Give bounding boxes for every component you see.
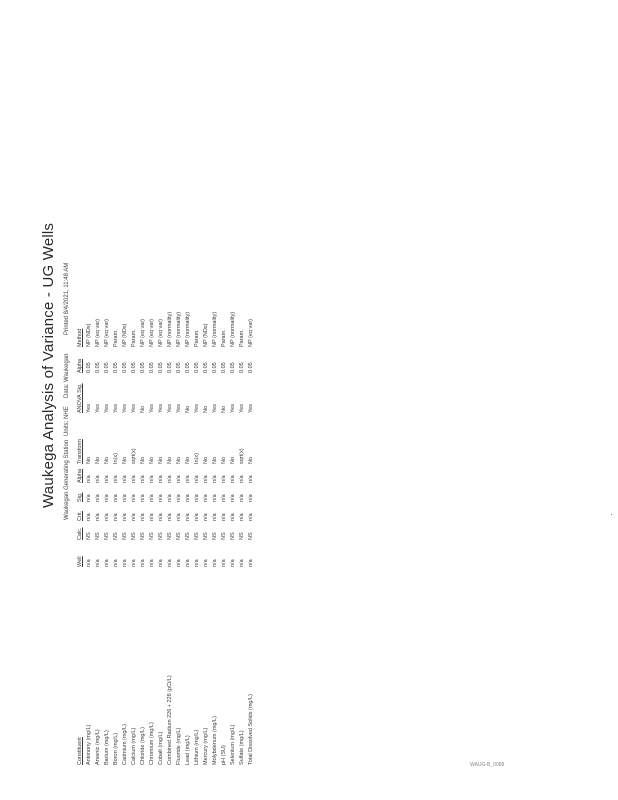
cell-transform: No bbox=[140, 456, 146, 464]
cell-alpha: n/a bbox=[86, 475, 92, 483]
cell-method: NP (normality) bbox=[185, 311, 191, 347]
cell-calc: NS bbox=[104, 532, 110, 540]
cell-sig: n/a bbox=[131, 494, 137, 502]
cell-crit: n/a bbox=[230, 513, 236, 521]
cell-sig: n/a bbox=[203, 494, 209, 502]
cell-crit: n/a bbox=[185, 513, 191, 521]
cell-well: n/a bbox=[131, 559, 137, 567]
cell-well: n/a bbox=[86, 559, 92, 567]
cell-anova-sig: No bbox=[203, 405, 209, 413]
cell-alpha: n/a bbox=[221, 475, 227, 483]
cell-transform: No bbox=[104, 456, 110, 464]
table-row bbox=[184, 287, 193, 765]
cell-calc: NS bbox=[158, 532, 164, 540]
cell-constituent: Antimony (mg/L) bbox=[86, 724, 92, 765]
cell-method: Param. bbox=[113, 329, 119, 347]
cell-method: NP (eq var) bbox=[248, 318, 254, 347]
cell-crit: n/a bbox=[239, 513, 245, 521]
table-row bbox=[229, 287, 238, 765]
cell-transform: No bbox=[203, 456, 209, 464]
cell-transform: No bbox=[95, 456, 101, 464]
table-row bbox=[211, 287, 220, 765]
cell-transform: No bbox=[122, 456, 128, 464]
cell-alpha-2: 0.05 bbox=[95, 362, 101, 373]
cell-sig: n/a bbox=[230, 494, 236, 502]
cell-constituent: Lithium (mg/L) bbox=[194, 729, 200, 765]
cell-crit: n/a bbox=[122, 513, 128, 521]
col-header-anova-sig: ANOVA Sig. bbox=[77, 383, 83, 413]
subtitle-data: Data: Waukegan bbox=[64, 353, 70, 398]
cell-transform: No bbox=[149, 456, 155, 464]
cell-anova-sig: No bbox=[185, 405, 191, 413]
cell-alpha-2: 0.05 bbox=[185, 362, 191, 373]
cell-crit: n/a bbox=[167, 513, 173, 521]
cell-crit: n/a bbox=[203, 513, 209, 521]
cell-method: NP (normality) bbox=[176, 311, 182, 347]
col-header-alpha: Alpha bbox=[77, 468, 83, 483]
page-id: WAUG-B_0088 bbox=[470, 762, 505, 768]
cell-calc: NS bbox=[203, 532, 209, 540]
cell-alpha-2: 0.05 bbox=[248, 362, 254, 373]
cell-anova-sig: Yes bbox=[194, 404, 200, 413]
cell-transform: No bbox=[176, 456, 182, 464]
cell-anova-sig: Yes bbox=[212, 404, 218, 413]
cell-alpha: n/a bbox=[176, 475, 182, 483]
cell-anova-sig: Yes bbox=[122, 404, 128, 413]
cell-constituent: Fluoride (mg/L) bbox=[176, 727, 182, 765]
cell-sig: n/a bbox=[194, 494, 200, 502]
cell-transform: No bbox=[221, 456, 227, 464]
cell-method: Param. bbox=[221, 329, 227, 347]
table-row bbox=[247, 287, 256, 765]
table-row bbox=[148, 287, 157, 765]
cell-constituent: Selenium (mg/L) bbox=[230, 724, 236, 765]
cell-alpha: n/a bbox=[230, 475, 236, 483]
cell-alpha: n/a bbox=[194, 475, 200, 483]
table-row bbox=[121, 287, 130, 765]
cell-constituent: Combined Radium 226 + 228 (pCi/L) bbox=[167, 675, 173, 765]
cell-well: n/a bbox=[230, 559, 236, 567]
cell-anova-sig: Yes bbox=[131, 404, 137, 413]
cell-method: NP (eq var) bbox=[149, 318, 155, 347]
cell-anova-sig: Yes bbox=[149, 404, 155, 413]
cell-transform: In(x) bbox=[194, 453, 200, 464]
cell-anova-sig: Yes bbox=[158, 404, 164, 413]
cell-sig: n/a bbox=[95, 494, 101, 502]
cell-constituent: Cobalt (mg/L) bbox=[158, 731, 164, 765]
col-header-constituent: Constituent bbox=[77, 737, 83, 765]
cell-calc: NS bbox=[140, 532, 146, 540]
subtitle-client: Waukegan Generating Station bbox=[64, 439, 70, 520]
cell-calc: NS bbox=[167, 532, 173, 540]
cell-alpha: n/a bbox=[131, 475, 137, 483]
cell-alpha-2: 0.05 bbox=[212, 362, 218, 373]
cell-alpha-2: 0.05 bbox=[194, 362, 200, 373]
cell-transform: No bbox=[185, 456, 191, 464]
cell-well: n/a bbox=[113, 559, 119, 567]
cell-sig: n/a bbox=[158, 494, 164, 502]
cell-calc: NS bbox=[86, 532, 92, 540]
cell-method: NP (normality) bbox=[230, 311, 236, 347]
cell-anova-sig: Yes bbox=[167, 404, 173, 413]
cell-anova-sig: Yes bbox=[230, 404, 236, 413]
cell-alpha-2: 0.05 bbox=[239, 362, 245, 373]
cell-well: n/a bbox=[185, 559, 191, 567]
cell-crit: n/a bbox=[212, 513, 218, 521]
cell-method: NP (NDs) bbox=[122, 323, 128, 347]
table-row bbox=[220, 287, 229, 765]
cell-alpha: n/a bbox=[95, 475, 101, 483]
cell-constituent: Calcium (mg/L) bbox=[131, 727, 137, 765]
cell-method: Param. bbox=[239, 329, 245, 347]
cell-alpha: n/a bbox=[140, 475, 146, 483]
cell-alpha-2: 0.05 bbox=[131, 362, 137, 373]
table-row bbox=[175, 287, 184, 765]
cell-calc: NS bbox=[212, 532, 218, 540]
cell-alpha-2: 0.05 bbox=[140, 362, 146, 373]
cell-well: n/a bbox=[104, 559, 110, 567]
cell-calc: NS bbox=[122, 532, 128, 540]
col-header-method: Method bbox=[77, 328, 83, 347]
table-row bbox=[202, 287, 211, 765]
cell-transform: sqrt(x) bbox=[131, 448, 137, 464]
subtitle-units: Units: NHE bbox=[64, 406, 70, 436]
cell-anova-sig: No bbox=[221, 405, 227, 413]
cell-crit: n/a bbox=[131, 513, 137, 521]
cell-alpha: n/a bbox=[149, 475, 155, 483]
cell-alpha-2: 0.05 bbox=[230, 362, 236, 373]
cell-anova-sig: Yes bbox=[239, 404, 245, 413]
cell-transform: No bbox=[86, 456, 92, 464]
cell-anova-sig: Yes bbox=[95, 404, 101, 413]
table-row bbox=[166, 287, 175, 765]
col-header-transform: Transform bbox=[77, 439, 83, 464]
cell-crit: n/a bbox=[140, 513, 146, 521]
cell-alpha-2: 0.05 bbox=[149, 362, 155, 373]
cell-sig: n/a bbox=[167, 494, 173, 502]
cell-well: n/a bbox=[176, 559, 182, 567]
cell-alpha: n/a bbox=[158, 475, 164, 483]
cell-alpha: n/a bbox=[113, 475, 119, 483]
cell-sig: n/a bbox=[149, 494, 155, 502]
table-row bbox=[238, 287, 247, 765]
cell-transform: No bbox=[212, 456, 218, 464]
table-row bbox=[193, 287, 202, 765]
cell-method: NP (eq var) bbox=[95, 318, 101, 347]
cell-alpha: n/a bbox=[239, 475, 245, 483]
table-row bbox=[85, 287, 94, 765]
cell-transform: No bbox=[167, 456, 173, 464]
cell-constituent: Cadmium (mg/L) bbox=[122, 724, 128, 765]
cell-crit: n/a bbox=[86, 513, 92, 521]
cell-calc: NS bbox=[239, 532, 245, 540]
cell-well: n/a bbox=[239, 559, 245, 567]
cell-calc: NS bbox=[95, 532, 101, 540]
cell-alpha: n/a bbox=[203, 475, 209, 483]
cell-anova-sig: No bbox=[140, 405, 146, 413]
cell-calc: NS bbox=[221, 532, 227, 540]
subtitle-printed: Printed 8/4/2021, 11:48 AM bbox=[64, 262, 70, 335]
cell-transform: No bbox=[248, 456, 254, 464]
cell-calc: NS bbox=[230, 532, 236, 540]
cell-alpha: n/a bbox=[104, 475, 110, 483]
cell-crit: n/a bbox=[104, 513, 110, 521]
cell-alpha-2: 0.05 bbox=[203, 362, 209, 373]
cell-sig: n/a bbox=[176, 494, 182, 502]
table-header-row bbox=[76, 287, 85, 765]
cell-constituent: Barium (mg/L) bbox=[104, 730, 110, 765]
cell-anova-sig: Yes bbox=[113, 404, 119, 413]
cell-well: n/a bbox=[140, 559, 146, 567]
cell-well: n/a bbox=[212, 559, 218, 567]
cell-sig: n/a bbox=[221, 494, 227, 502]
cell-well: n/a bbox=[167, 559, 173, 567]
cell-calc: NS bbox=[176, 532, 182, 540]
stray-mark bbox=[611, 514, 612, 515]
report-title: Waukega Analysis of Variance - UG Wells bbox=[40, 222, 57, 508]
table-row bbox=[157, 287, 166, 765]
cell-anova-sig: Yes bbox=[86, 404, 92, 413]
cell-method: NP (eq var) bbox=[140, 318, 146, 347]
cell-sig: n/a bbox=[122, 494, 128, 502]
cell-sig: n/a bbox=[248, 494, 254, 502]
cell-constituent: pH (SU) bbox=[221, 745, 227, 765]
cell-method: Param. bbox=[131, 329, 137, 347]
cell-constituent: Chromium (mg/L) bbox=[149, 722, 155, 765]
rotated-report-sheet bbox=[40, 140, 285, 765]
cell-sig: n/a bbox=[113, 494, 119, 502]
cell-method: NP (normality) bbox=[167, 311, 173, 347]
col-header-calc: Calc. bbox=[77, 527, 83, 540]
cell-alpha: n/a bbox=[185, 475, 191, 483]
cell-constituent: Sulfate (mg/L) bbox=[239, 730, 245, 765]
cell-constituent: Arsenic (mg/L) bbox=[95, 729, 101, 765]
cell-anova-sig: Yes bbox=[176, 404, 182, 413]
cell-crit: n/a bbox=[158, 513, 164, 521]
cell-alpha-2: 0.05 bbox=[113, 362, 119, 373]
cell-alpha: n/a bbox=[248, 475, 254, 483]
cell-calc: NS bbox=[194, 532, 200, 540]
cell-alpha-2: 0.05 bbox=[158, 362, 164, 373]
cell-constituent: Total Dissolved Solids (mg/L) bbox=[248, 694, 254, 765]
cell-well: n/a bbox=[149, 559, 155, 567]
table-row bbox=[112, 287, 121, 765]
cell-alpha: n/a bbox=[212, 475, 218, 483]
cell-crit: n/a bbox=[221, 513, 227, 521]
cell-calc: NS bbox=[131, 532, 137, 540]
table-row bbox=[139, 287, 148, 765]
cell-crit: n/a bbox=[95, 513, 101, 521]
cell-method: Param. bbox=[194, 329, 200, 347]
cell-well: n/a bbox=[248, 559, 254, 567]
cell-well: n/a bbox=[122, 559, 128, 567]
cell-alpha-2: 0.05 bbox=[176, 362, 182, 373]
cell-alpha-2: 0.05 bbox=[86, 362, 92, 373]
cell-crit: n/a bbox=[194, 513, 200, 521]
cell-constituent: Lead (mg/L) bbox=[185, 735, 191, 765]
cell-crit: n/a bbox=[176, 513, 182, 521]
cell-sig: n/a bbox=[86, 494, 92, 502]
cell-crit: n/a bbox=[248, 513, 254, 521]
cell-sig: n/a bbox=[239, 494, 245, 502]
cell-method: NP (NDs) bbox=[86, 323, 92, 347]
table-row bbox=[103, 287, 112, 765]
cell-alpha: n/a bbox=[122, 475, 128, 483]
cell-method: NP (eq var) bbox=[104, 318, 110, 347]
cell-crit: n/a bbox=[149, 513, 155, 521]
cell-anova-sig: Yes bbox=[248, 404, 254, 413]
cell-sig: n/a bbox=[212, 494, 218, 502]
cell-sig: n/a bbox=[185, 494, 191, 502]
cell-transform: sqrt(x) bbox=[239, 448, 245, 464]
cell-well: n/a bbox=[194, 559, 200, 567]
cell-alpha-2: 0.05 bbox=[104, 362, 110, 373]
cell-calc: NS bbox=[248, 532, 254, 540]
cell-alpha-2: 0.05 bbox=[167, 362, 173, 373]
cell-constituent: Molybdenum (mg/L) bbox=[212, 716, 218, 765]
col-header-sig: Sig. bbox=[77, 492, 83, 502]
cell-method: NP (NDs) bbox=[203, 323, 209, 347]
cell-constituent: Chloride (mg/L) bbox=[140, 727, 146, 765]
cell-transform: No bbox=[230, 456, 236, 464]
cell-method: NP (normality) bbox=[212, 311, 218, 347]
cell-alpha-2: 0.05 bbox=[122, 362, 128, 373]
cell-transform: In(x) bbox=[113, 453, 119, 464]
cell-crit: n/a bbox=[113, 513, 119, 521]
cell-alpha-2: 0.05 bbox=[221, 362, 227, 373]
cell-sig: n/a bbox=[104, 494, 110, 502]
cell-well: n/a bbox=[95, 559, 101, 567]
cell-calc: NS bbox=[113, 532, 119, 540]
col-header-crit: Crit. bbox=[77, 510, 83, 521]
table-row bbox=[130, 287, 139, 765]
anova-table bbox=[76, 287, 256, 765]
cell-calc: NS bbox=[185, 532, 191, 540]
table-row bbox=[94, 287, 103, 765]
cell-alpha: n/a bbox=[167, 475, 173, 483]
cell-transform: No bbox=[158, 456, 164, 464]
cell-well: n/a bbox=[158, 559, 164, 567]
cell-constituent: Boron (mg/L) bbox=[113, 732, 119, 765]
cell-well: n/a bbox=[221, 559, 227, 567]
col-header-alpha-2: Alpha bbox=[77, 358, 83, 373]
cell-anova-sig: Yes bbox=[104, 404, 110, 413]
cell-constituent: Mercury (mg/L) bbox=[203, 727, 209, 765]
cell-well: n/a bbox=[203, 559, 209, 567]
cell-method: NP (eq var) bbox=[158, 318, 164, 347]
col-header-well: Well bbox=[77, 556, 83, 567]
cell-sig: n/a bbox=[140, 494, 146, 502]
cell-calc: NS bbox=[149, 532, 155, 540]
